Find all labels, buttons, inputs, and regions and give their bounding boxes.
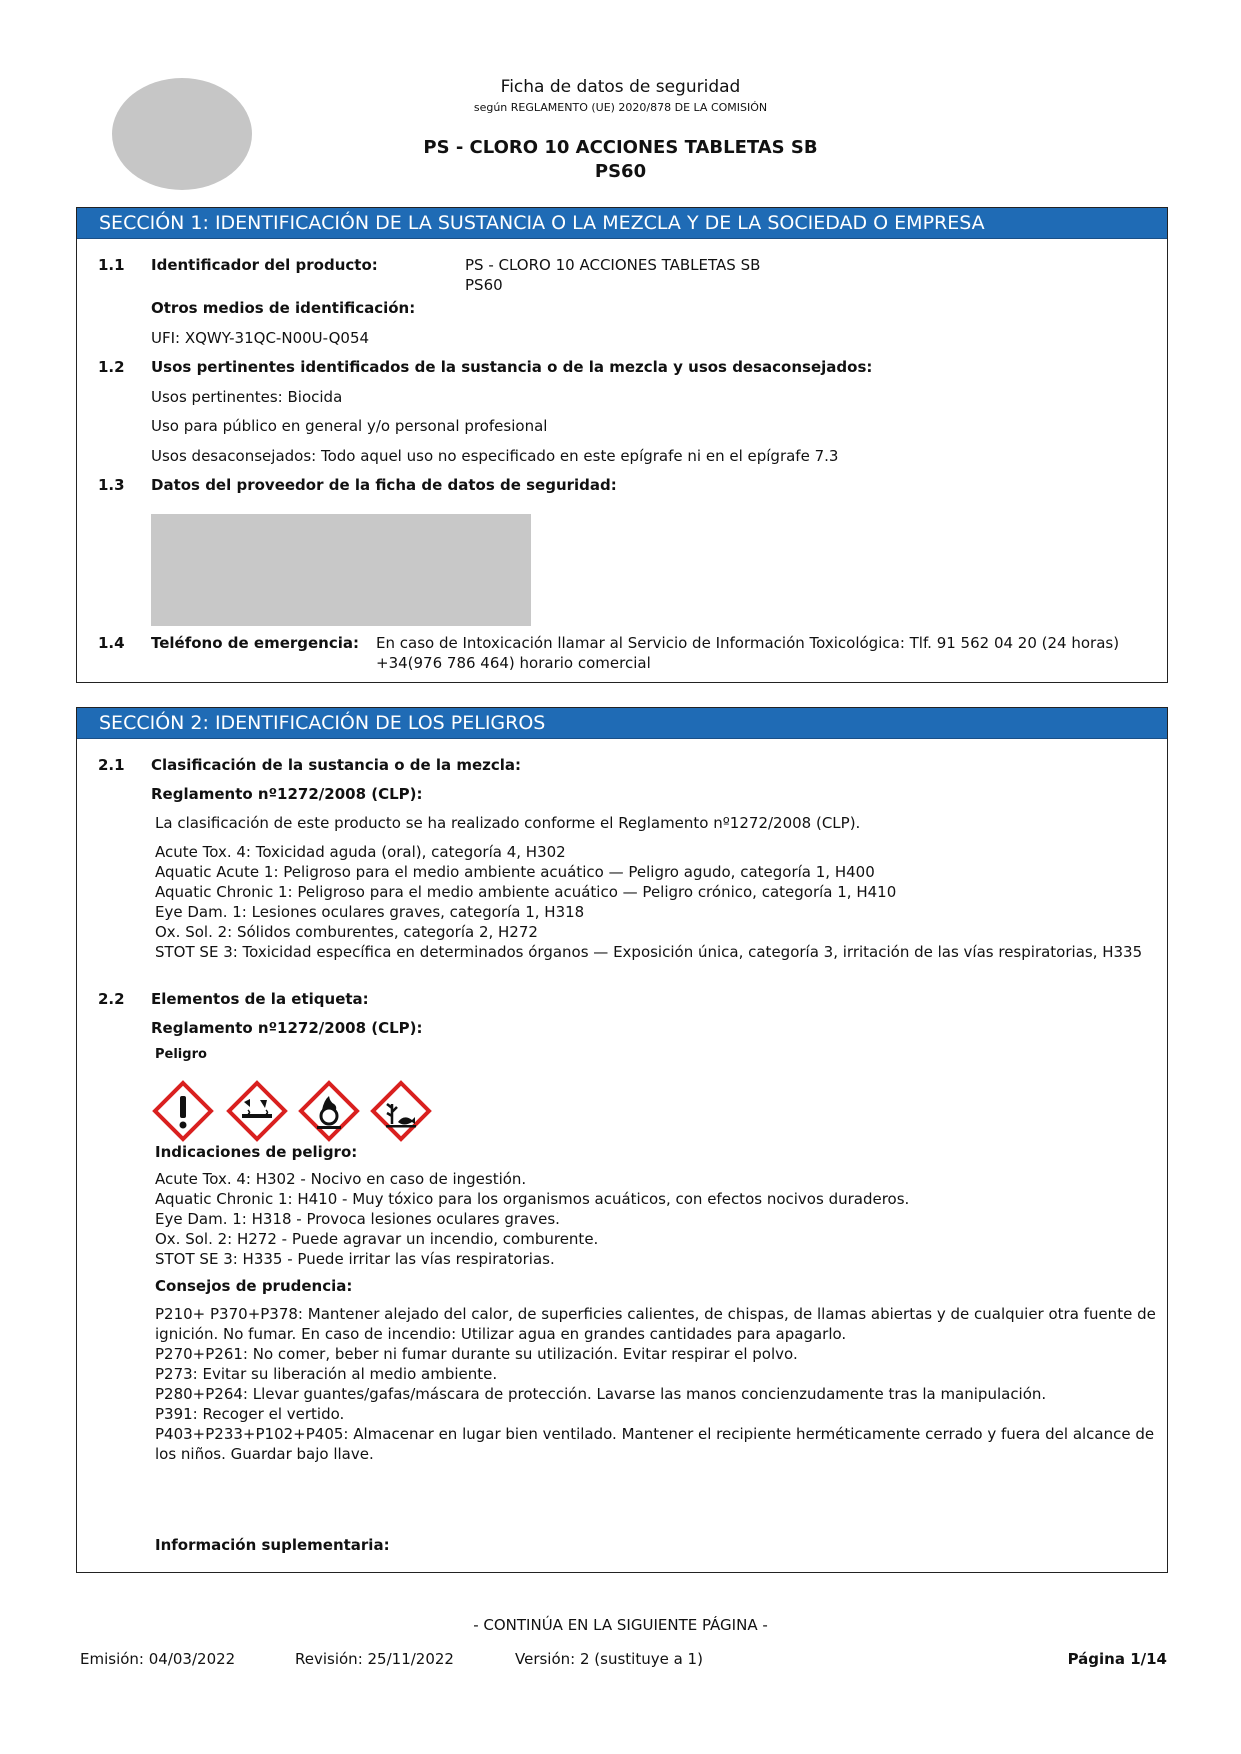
classification-intro: La clasificación de este producto se ha realizado conforme el Reglamento nº1272/2008 (CLP). bbox=[155, 814, 861, 832]
issue-date: Emisión: 04/03/2022 bbox=[80, 1650, 236, 1668]
list-item: Eye Dam. 1: H318 - Provoca lesiones oculares graves. bbox=[155, 1210, 560, 1228]
precautionary-list bbox=[155, 1304, 1156, 1464]
hazard-statements-list bbox=[155, 1169, 909, 1269]
list-item: P210+ P370+P378: Mantener alejado del calor, de superficies calientes, de chispas, de llamas abiertas y de cualquier otra fuente de bbox=[155, 1305, 1156, 1323]
section-number: 1.3 bbox=[98, 476, 125, 494]
list-item: Acute Tox. 4: Toxicidad aguda (oral), categoría 4, H302 bbox=[155, 843, 566, 861]
product-identifier-code: PS60 bbox=[465, 276, 503, 294]
hazard-statements-label: Indicaciones de peligro: bbox=[155, 1143, 358, 1161]
list-item: Aquatic Chronic 1: H410 - Muy tóxico para los organismos acuáticos, con efectos nocivos duraderos. bbox=[155, 1190, 910, 1208]
supplementary-info-label: Información suplementaria: bbox=[155, 1536, 390, 1554]
uses-label: Usos pertinentes identificados de la sustancia o de la mezcla y usos desaconsejados: bbox=[151, 358, 873, 376]
list-item: STOT SE 3: Toxicidad específica en determinados órganos — Exposición única, categoría 3, irritación de las vías respiratorias, H335 bbox=[155, 943, 1143, 961]
environment-icon bbox=[370, 1080, 432, 1142]
list-item: STOT SE 3: H335 - Puede irritar las vías respiratorias. bbox=[155, 1250, 555, 1268]
signal-word: Peligro bbox=[155, 1047, 207, 1062]
list-item: los niños. Guardar bajo llave. bbox=[155, 1445, 374, 1463]
list-item: Ox. Sol. 2: Sólidos comburentes, categoría 2, H272 bbox=[155, 923, 538, 941]
section-number: 1.1 bbox=[98, 256, 125, 274]
product-identifier-value: PS - CLORO 10 ACCIONES TABLETAS SB bbox=[465, 256, 761, 274]
section-number: 1.2 bbox=[98, 358, 125, 376]
list-item: Aquatic Chronic 1: Peligroso para el medio ambiente acuático — Peligro crónico, categoría 1, H410 bbox=[155, 883, 897, 901]
list-item: P273: Evitar su liberación al medio ambiente. bbox=[155, 1365, 498, 1383]
document-title: Ficha de datos de seguridad bbox=[500, 77, 741, 97]
corrosion-icon bbox=[226, 1080, 288, 1142]
product-identifier-label: Identificador del producto: bbox=[151, 256, 378, 274]
ufi-code: UFI: XQWY-31QC-N00U-Q054 bbox=[151, 329, 370, 347]
list-item: P280+P264: Llevar guantes/gafas/máscara de protección. Lavarse las manos concienzudamente tras la manipulación. bbox=[155, 1385, 1047, 1403]
clp-regulation-label: Reglamento nº1272/2008 (CLP): bbox=[151, 785, 423, 803]
continues-note: - CONTINÚA EN LA SIGUIENTE PÁGINA - bbox=[473, 1616, 768, 1634]
classification-label: Clasificación de la sustancia o de la mezcla: bbox=[151, 756, 522, 774]
label-elements-label: Elementos de la etiqueta: bbox=[151, 990, 369, 1008]
list-item: P270+P261: No comer, beber ni fumar durante su utilización. Evitar respirar el polvo. bbox=[155, 1345, 798, 1363]
version-info: Versión: 2 (sustituye a 1) bbox=[515, 1650, 703, 1668]
classification-list bbox=[155, 842, 1142, 962]
list-item: Aquatic Acute 1: Peligroso para el medio ambiente acuático — Peligro agudo, categoría 1, H400 bbox=[155, 863, 875, 881]
list-item: ignición. No fumar. En caso de incendio: Utilizar agua en grandes cantidades para apagarlo. bbox=[155, 1325, 847, 1343]
revision-date: Revisión: 25/11/2022 bbox=[295, 1650, 454, 1668]
exclamation-icon bbox=[152, 1080, 214, 1142]
list-item: P403+P233+P102+P405: Almacenar en lugar bien ventilado. Mantener el recipiente herméticamente cerrado y fuera del alcance de bbox=[155, 1425, 1155, 1443]
uses-relevant: Usos pertinentes: Biocida bbox=[151, 388, 343, 406]
supplier-details-redacted bbox=[151, 514, 531, 626]
uses-discouraged: Usos desaconsejados: Todo aquel uso no especificado en este epígrafe ni en el epígrafe 7.3 bbox=[151, 447, 839, 465]
emergency-phone-label: Teléfono de emergencia: bbox=[151, 634, 360, 652]
section-number: 2.1 bbox=[98, 756, 125, 774]
list-item: Eye Dam. 1: Lesiones oculares graves, categoría 1, H318 bbox=[155, 903, 585, 921]
section-1-header: SECCIÓN 1: IDENTIFICACIÓN DE LA SUSTANCIA O LA MEZCLA Y DE LA SOCIEDAD O EMPRESA bbox=[77, 208, 1167, 239]
product-name: PS - CLORO 10 ACCIONES TABLETAS SB bbox=[423, 137, 818, 158]
page-number: Página 1/14 bbox=[1067, 1650, 1167, 1668]
section-2-header: SECCIÓN 2: IDENTIFICACIÓN DE LOS PELIGROS bbox=[77, 708, 1167, 739]
emergency-phone-commercial: +34(976 786 464) horario comercial bbox=[376, 654, 651, 672]
uses-public: Uso para público en general y/o personal profesional bbox=[151, 417, 548, 435]
product-code: PS60 bbox=[594, 161, 647, 182]
section-number: 2.2 bbox=[98, 990, 125, 1008]
document-subtitle: según REGLAMENTO (UE) 2020/878 DE LA COMISIÓN bbox=[473, 101, 768, 114]
section-number: 1.4 bbox=[98, 634, 125, 652]
list-item: Ox. Sol. 2: H272 - Puede agravar un incendio, comburente. bbox=[155, 1230, 599, 1248]
precautionary-label: Consejos de prudencia: bbox=[155, 1277, 353, 1295]
other-id-label: Otros medios de identificación: bbox=[151, 299, 416, 317]
supplier-label: Datos del proveedor de la ficha de datos de seguridad: bbox=[151, 476, 617, 494]
list-item: Acute Tox. 4: H302 - Nocivo en caso de ingestión. bbox=[155, 1170, 527, 1188]
clp-regulation-label: Reglamento nº1272/2008 (CLP): bbox=[151, 1019, 423, 1037]
emergency-phone-value: En caso de Intoxicación llamar al Servicio de Información Toxicológica: Tlf. 91 562 04 20 (24 horas) bbox=[376, 634, 1120, 652]
list-item: P391: Recoger el vertido. bbox=[155, 1405, 345, 1423]
flame-over-circle-icon bbox=[298, 1080, 360, 1142]
